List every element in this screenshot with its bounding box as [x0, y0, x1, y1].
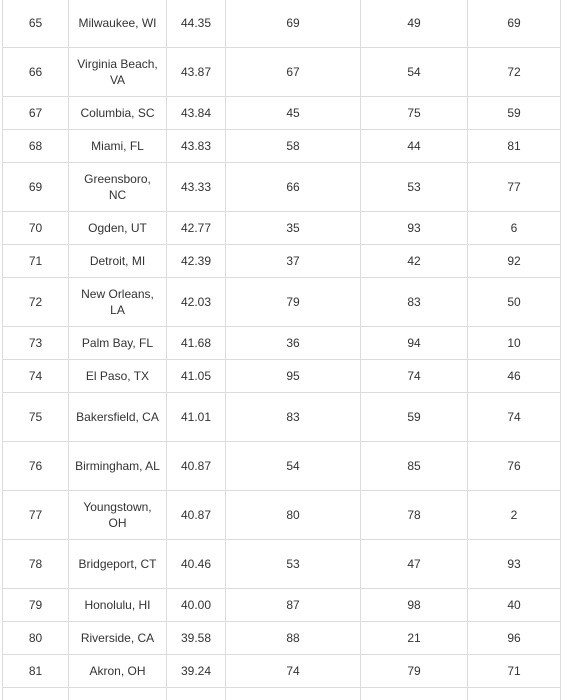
rank-cell: 79 [3, 589, 69, 622]
metric-2-cell: 53 [361, 163, 468, 212]
metric-1-cell: 35 [226, 212, 361, 245]
table-body [3, 0, 561, 700]
rank-cell: 71 [3, 245, 69, 278]
metric-1-cell: 69 [226, 0, 361, 48]
rank-cell: 69 [3, 163, 69, 212]
metric-3-cell: 81 [468, 130, 561, 163]
score-cell: 43.87 [167, 48, 226, 97]
metric-2-cell: 98 [361, 589, 468, 622]
metric-1-cell: 45 [226, 97, 361, 130]
rank-cell: 74 [3, 360, 69, 393]
rank-cell: 76 [3, 442, 69, 491]
city-cell: Akron, OH [69, 655, 167, 688]
table-row [3, 327, 561, 360]
empty-cell [226, 688, 361, 700]
city-cell: Riverside, CA [69, 622, 167, 655]
metric-2-cell: 42 [361, 245, 468, 278]
score-cell: 44.35 [167, 0, 226, 48]
table-row [3, 393, 561, 442]
metric-3-cell: 59 [468, 97, 561, 130]
score-cell: 40.00 [167, 589, 226, 622]
metric-2-cell: 59 [361, 393, 468, 442]
city-cell: Bridgeport, CT [69, 540, 167, 589]
empty-cell [468, 688, 561, 700]
metric-2-cell: 47 [361, 540, 468, 589]
table-row [3, 622, 561, 655]
score-cell: 42.03 [167, 278, 226, 327]
score-cell: 42.77 [167, 212, 226, 245]
metric-2-cell: 54 [361, 48, 468, 97]
table-row [3, 245, 561, 278]
table-row [3, 540, 561, 589]
city-cell: New Orleans, LA [69, 278, 167, 327]
metric-1-cell: 37 [226, 245, 361, 278]
metric-2-cell: 75 [361, 97, 468, 130]
score-cell: 40.87 [167, 442, 226, 491]
metric-1-cell: 88 [226, 622, 361, 655]
metric-1-cell: 58 [226, 130, 361, 163]
metric-2-cell: 93 [361, 212, 468, 245]
metric-3-cell: 93 [468, 540, 561, 589]
metric-2-cell: 79 [361, 655, 468, 688]
metric-2-cell: 83 [361, 278, 468, 327]
metric-3-cell: 77 [468, 163, 561, 212]
city-ranking-table [2, 0, 561, 700]
city-cell: Miami, FL [69, 130, 167, 163]
metric-3-cell: 74 [468, 393, 561, 442]
metric-3-cell: 46 [468, 360, 561, 393]
rank-cell: 78 [3, 540, 69, 589]
rank-cell: 77 [3, 491, 69, 540]
city-cell: Virginia Beach, VA [69, 48, 167, 97]
metric-3-cell: 92 [468, 245, 561, 278]
table-row [3, 278, 561, 327]
city-cell: Honolulu, HI [69, 589, 167, 622]
table-row [3, 0, 561, 48]
rank-cell: 70 [3, 212, 69, 245]
empty-cell [167, 688, 226, 700]
table-row [3, 589, 561, 622]
metric-3-cell: 96 [468, 622, 561, 655]
city-cell: Columbia, SC [69, 97, 167, 130]
metric-3-cell: 10 [468, 327, 561, 360]
score-cell: 43.84 [167, 97, 226, 130]
metric-3-cell: 2 [468, 491, 561, 540]
score-cell: 41.68 [167, 327, 226, 360]
metric-1-cell: 67 [226, 48, 361, 97]
score-cell: 43.33 [167, 163, 226, 212]
table-row [3, 48, 561, 97]
rank-cell: 73 [3, 327, 69, 360]
rank-cell: 67 [3, 97, 69, 130]
metric-1-cell: 74 [226, 655, 361, 688]
metric-1-cell: 36 [226, 327, 361, 360]
rank-cell: 66 [3, 48, 69, 97]
city-cell: Bakersfield, CA [69, 393, 167, 442]
table-row [3, 212, 561, 245]
score-cell: 40.46 [167, 540, 226, 589]
metric-3-cell: 50 [468, 278, 561, 327]
empty-cell [3, 688, 69, 700]
rank-cell: 68 [3, 130, 69, 163]
city-cell: Youngstown, OH [69, 491, 167, 540]
table-row [3, 97, 561, 130]
score-cell: 39.24 [167, 655, 226, 688]
metric-1-cell: 87 [226, 589, 361, 622]
rank-cell: 80 [3, 622, 69, 655]
score-cell: 39.58 [167, 622, 226, 655]
metric-1-cell: 79 [226, 278, 361, 327]
metric-1-cell: 80 [226, 491, 361, 540]
table-row [3, 130, 561, 163]
metric-3-cell: 40 [468, 589, 561, 622]
score-cell: 40.87 [167, 491, 226, 540]
metric-1-cell: 83 [226, 393, 361, 442]
table-row [3, 491, 561, 540]
empty-cell [69, 688, 167, 700]
city-cell: Birmingham, AL [69, 442, 167, 491]
rank-cell: 75 [3, 393, 69, 442]
metric-2-cell: 74 [361, 360, 468, 393]
metric-2-cell: 94 [361, 327, 468, 360]
table-row [3, 360, 561, 393]
metric-3-cell: 76 [468, 442, 561, 491]
metric-2-cell: 85 [361, 442, 468, 491]
table-row [3, 442, 561, 491]
rank-cell: 81 [3, 655, 69, 688]
score-cell: 41.01 [167, 393, 226, 442]
metric-1-cell: 53 [226, 540, 361, 589]
city-cell: Greensboro, NC [69, 163, 167, 212]
table-row [3, 163, 561, 212]
rank-cell: 72 [3, 278, 69, 327]
score-cell: 41.05 [167, 360, 226, 393]
rank-cell: 65 [3, 0, 69, 48]
metric-3-cell: 6 [468, 212, 561, 245]
metric-2-cell: 49 [361, 0, 468, 48]
metric-1-cell: 95 [226, 360, 361, 393]
metric-1-cell: 66 [226, 163, 361, 212]
metric-2-cell: 44 [361, 130, 468, 163]
metric-3-cell: 72 [468, 48, 561, 97]
city-cell: Ogden, UT [69, 212, 167, 245]
city-cell: Milwaukee, WI [69, 0, 167, 48]
city-cell: El Paso, TX [69, 360, 167, 393]
city-cell: Palm Bay, FL [69, 327, 167, 360]
metric-2-cell: 21 [361, 622, 468, 655]
metric-1-cell: 54 [226, 442, 361, 491]
empty-cell [361, 688, 468, 700]
table-row-cutoff [3, 688, 561, 700]
metric-2-cell: 78 [361, 491, 468, 540]
score-cell: 42.39 [167, 245, 226, 278]
city-cell: Detroit, MI [69, 245, 167, 278]
score-cell: 43.83 [167, 130, 226, 163]
metric-3-cell: 71 [468, 655, 561, 688]
table-row [3, 655, 561, 688]
metric-3-cell: 69 [468, 0, 561, 48]
